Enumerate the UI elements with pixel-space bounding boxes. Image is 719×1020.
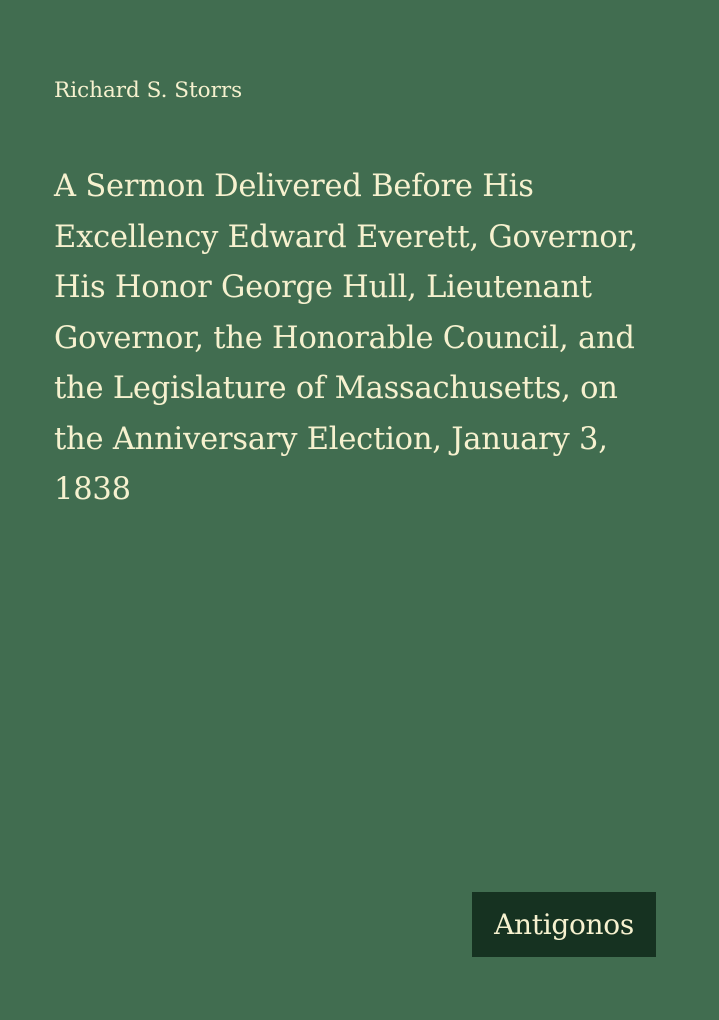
title-line: A Sermon Delivered Before His [54, 169, 534, 204]
publisher-badge [472, 892, 656, 957]
title-line: Governor, the Honorable Council, and [54, 320, 635, 356]
title-line: the Anniversary Election, January 3, [54, 421, 608, 457]
book-title [54, 162, 694, 516]
title-line: His Honor George Hull, Lieutenant [54, 270, 592, 305]
author-name: Richard S. Storrs [54, 78, 243, 103]
title-line: 1838 [54, 472, 131, 507]
publisher-name: Antigonos [494, 907, 634, 941]
title-line: Excellency Edward Everett, Governor, [54, 219, 639, 255]
title-line: the Legislature of Massachusetts, on [54, 371, 618, 406]
